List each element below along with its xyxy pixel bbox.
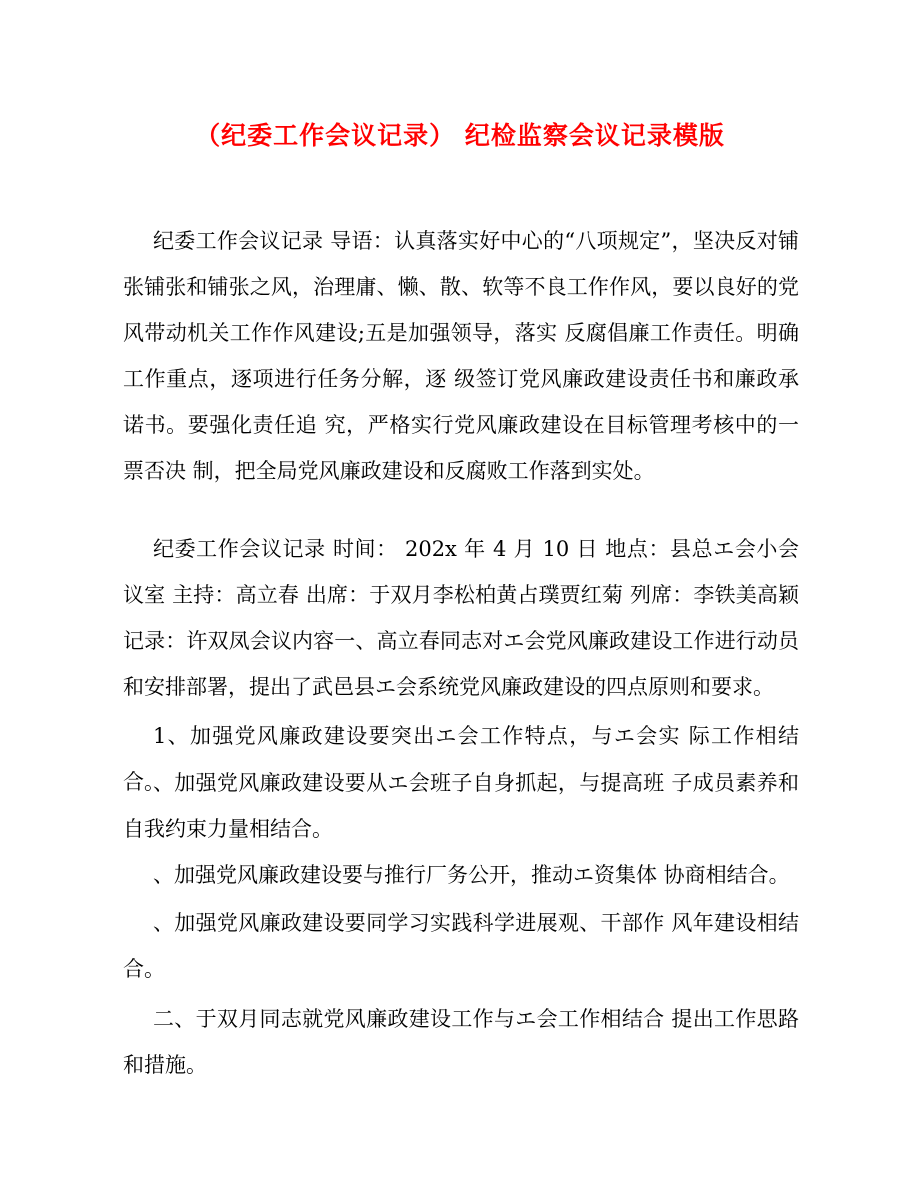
- document-title: （纪委工作会议记录） 纪检监察会议记录模版: [195, 121, 725, 150]
- paragraph: 1、加强党风廉政建设要突出エ会工作特点，与エ会实 际工作相结合。: [123, 724, 799, 794]
- paragraph: 纪委工作会议记录 时间： 202x 年 4 月 10 日 地点：县总エ会小会议室 主持：高立春 出席：于双月李松柏黄占璞贾红菊 列席：李铁美高颖 记录：许双凤会议内容一、高立春同志对エ会党风廉政建设工作进行动员和安排部署，提出了武邑县エ会系统党风廉政建设的四点原则和要求。: [123, 537, 799, 699]
- paragraph: 、加强党风廉政建设要从エ会班子自身抓起，与提高班 子成员素养和自我约束力量相结合。: [123, 771, 799, 841]
- paragraph: 二、于双月同志就党风廉政建设工作与エ会工作相结合 提出工作思路和措施。: [123, 1007, 799, 1077]
- paragraph: 纪委工作会议记录 导语：认真落实好中心的“八项规定”，坚决反对铺张铺张和铺张之风，治理庸、懒、散、软等不良工作作风，要以良好的党风带动机关工作作风建设;五是加强领导，落实 反腐倡廉工作责任。明确工作重点，逐项进行任务分解，逐 级签订党风廉政建设责任书和廉政承诺书。要强化责任追 究，严格实行党风廉政建设在目标管理考核中的一票否决 制，把全局党风廉政建设和反腐败工作落到实处。: [123, 229, 799, 483]
- paragraph: 、加强党风廉政建设要同学习实践科学进展观、干部作 风年建设相结合。: [123, 911, 799, 981]
- paragraph: 、加强党风廉政建设要与推行厂务公开，推动エ资集体 协商相结合。: [153, 863, 790, 887]
